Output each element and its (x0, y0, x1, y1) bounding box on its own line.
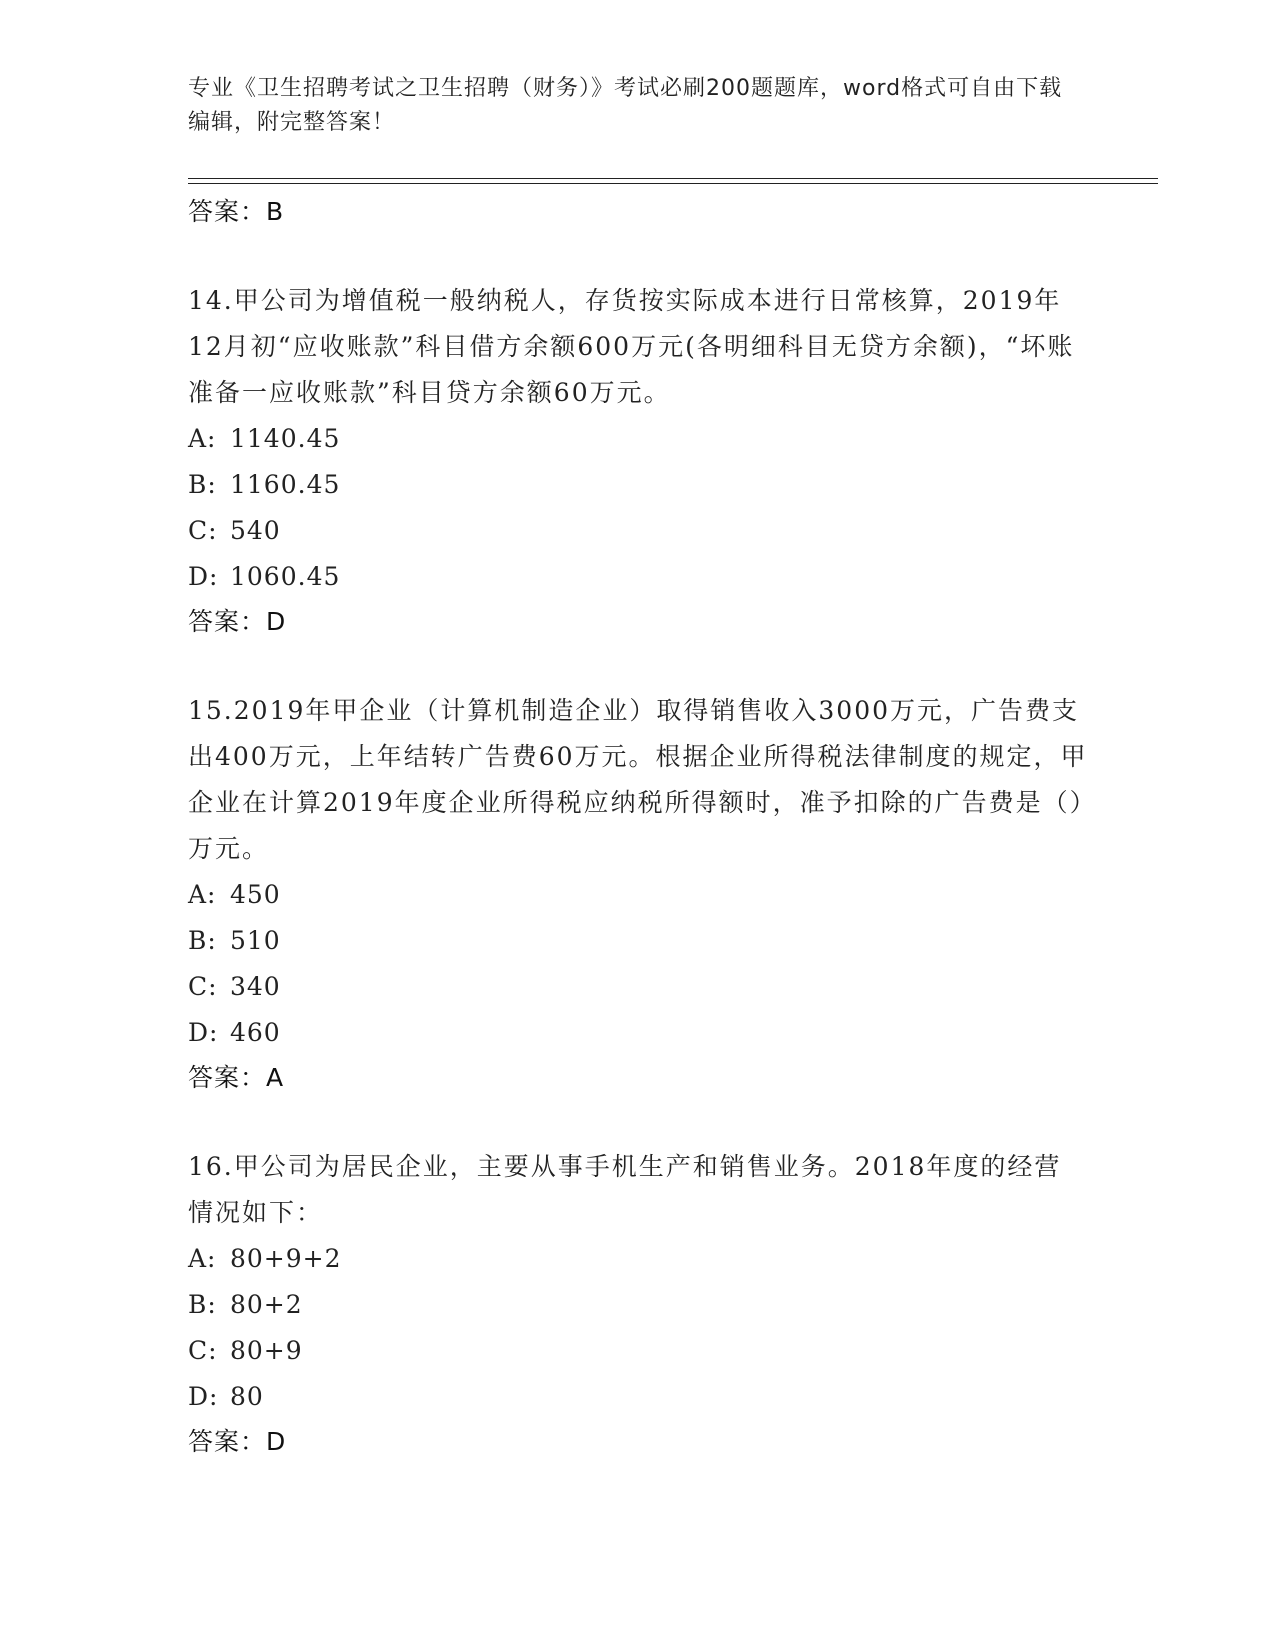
option-d: D: 80 (188, 1382, 264, 1411)
option-d: D: 1060.45 (188, 562, 341, 591)
answer-line: 答案：D (188, 607, 287, 636)
option-a: A: 1140.45 (188, 424, 341, 453)
question-text: 16.甲公司为居民企业，主要从事手机生产和销售业务。2018年度的经营情况如下： (188, 1152, 1062, 1227)
question-block (188, 278, 1088, 644)
option-b: B: 80+2 (188, 1290, 303, 1319)
header-rule-bottom (188, 183, 1158, 184)
header-rule-top (188, 178, 1158, 179)
option-a: A: 450 (188, 880, 281, 909)
option-d: D: 460 (188, 1018, 281, 1047)
document-header: 专业《卫生招聘考试之卫生招聘（财务）》考试必刷200题题库，word格式可自由下载编辑，附完整答案！ (188, 76, 1063, 135)
option-a: A: 80+9+2 (188, 1244, 342, 1273)
option-b: B: 510 (188, 926, 281, 955)
question-list (188, 190, 1088, 1464)
option-c: C: 340 (188, 972, 281, 1001)
question-block (188, 688, 1088, 1100)
question-block (188, 1144, 1088, 1464)
answer-line: 答案：B (188, 197, 285, 226)
option-c: C: 540 (188, 516, 281, 545)
option-c: C: 80+9 (188, 1336, 303, 1365)
answer-line: 答案：D (188, 1427, 287, 1456)
answer-line: 答案：A (188, 1063, 285, 1092)
question-text: 14.甲公司为增值税一般纳税人，存货按实际成本进行日常核算，2019年12月初“应收账款”科目借方余额600万元(各明细科目无贷方余额)，“坏账准备一应收账款”科目贷方余额60万元。 (188, 286, 1075, 407)
question-text: 15.2019年甲企业（计算机制造企业）取得销售收入3000万元，广告费支出400万元，上年结转广告费60万元。根据企业所得税法律制度的规定，甲企业在计算2019年度企业所得税应纳税所得额时，准予扣除的广告费是（）万元。 (188, 696, 1088, 863)
option-b: B: 1160.45 (188, 470, 341, 499)
